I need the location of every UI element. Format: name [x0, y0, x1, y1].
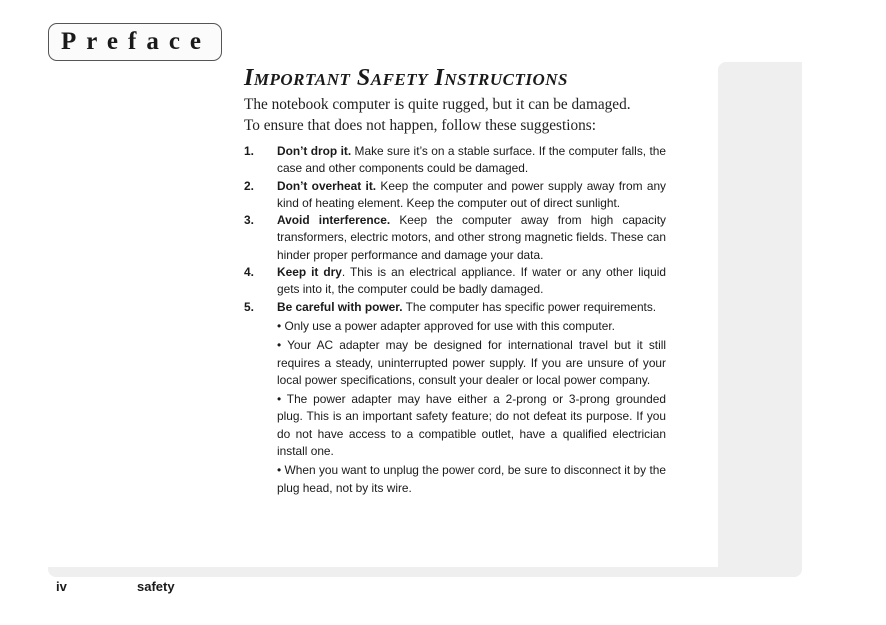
list-item: [244, 212, 666, 264]
item-heading: Be careful with power.: [277, 299, 403, 314]
power-bullet: • Your AC adapter may be designed for international travel but it still requires a steady, uninterrupted power supply. If you are unsure of your local power specifications, consult your dealer or local power company.: [277, 338, 666, 387]
footer-section-label: safety: [137, 579, 175, 594]
sidebar-panel: [718, 62, 802, 577]
item-heading: Don’t overheat it.: [277, 178, 377, 193]
item-body: Keep the computer and power supply away from any kind of heating element. Keep the computer out of direct sunlight.: [277, 178, 667, 210]
item-heading: Keep it dry: [277, 265, 342, 280]
intro-paragraph: [244, 94, 700, 136]
item-heading: Don’t drop it.: [277, 144, 352, 158]
main-content: [244, 64, 700, 497]
item-body: . This is an electrical appliance. If water or any other liquid gets into it, the computer could be badly damaged.: [277, 265, 666, 297]
item-body: Make sure it’s on a stable surface. If the computer falls, the case and other components could be damaged.: [277, 144, 666, 176]
section-tab: Preface: [48, 23, 222, 61]
power-bullet: • When you want to unplug the power cord, be sure to disconnect it by the plug head, not by its wire.: [277, 463, 666, 495]
item-number: 2.: [244, 178, 254, 193]
item-number: 4.: [244, 265, 254, 280]
intro-line-2: To ensure that does not happen, follow these suggestions:: [244, 117, 596, 134]
power-bullet: • Only use a power adapter approved for use with this computer.: [277, 318, 615, 333]
item-number: 5.: [244, 299, 254, 314]
power-bullet: • The power adapter may have either a 2-prong or 3-prong grounded plug. This is an important safety feature; do not defeat its purpose. If you do not have access to a compatible outlet, have a qualified electrician install one.: [277, 392, 666, 459]
list-item: [244, 264, 666, 299]
page-title: Important Safety Instructions: [244, 65, 568, 91]
list-item: [244, 178, 666, 213]
list-item: [244, 299, 666, 497]
item-body: The computer has specific power requirements.: [402, 299, 657, 314]
intro-line-1: The notebook computer is quite rugged, but it can be damaged.: [244, 96, 631, 113]
instruction-list: [244, 143, 666, 497]
item-heading: Avoid interference.: [277, 213, 391, 228]
item-number: 1.: [244, 144, 254, 158]
item-body: Keep the computer away from high capacity transformers, electric motors, and other strong magnetic fields. These can hinder proper performance and damage your data.: [277, 213, 666, 262]
list-item: [244, 143, 666, 178]
bottom-band: [48, 567, 802, 577]
page-number: iv: [56, 579, 67, 594]
item-number: 3.: [244, 213, 254, 228]
